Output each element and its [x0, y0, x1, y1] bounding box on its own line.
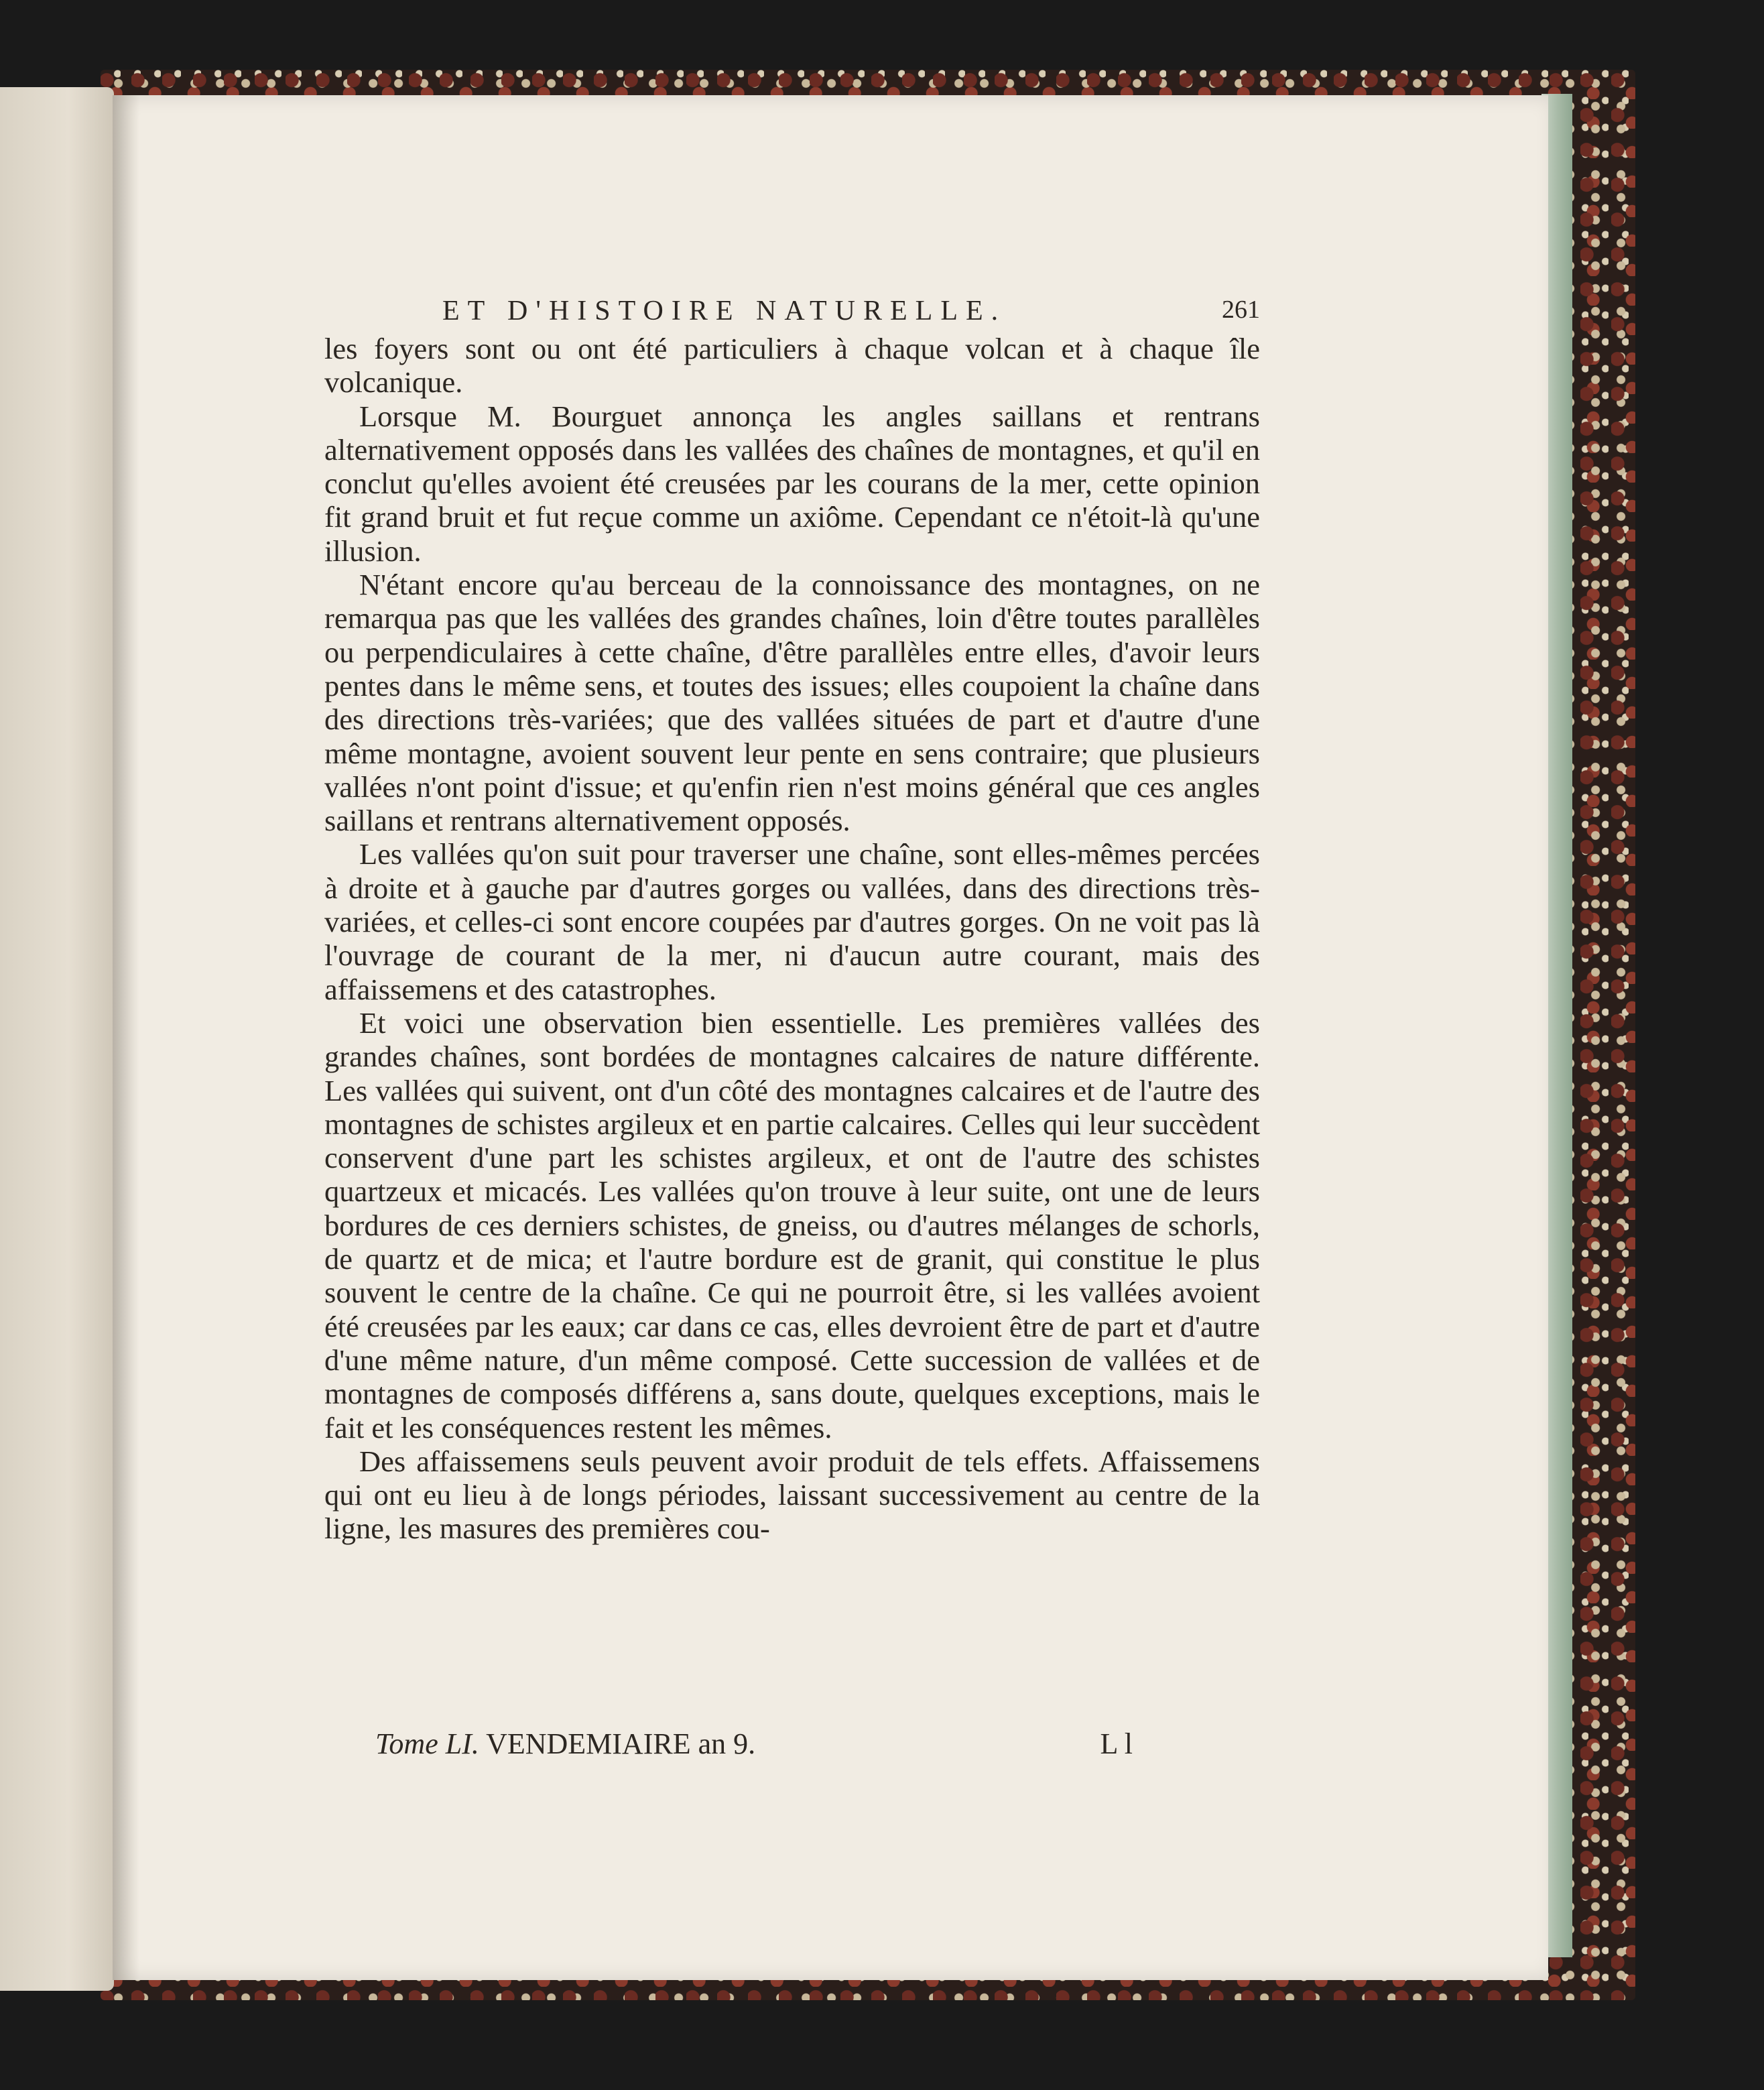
paragraph: N'étant encore qu'au berceau de la connoissance des montagnes, on ne remarqua pas que les vallées des grandes chaînes, loin d'être toutes parallèles ou perpendiculaires à cette chaîne, d'être parallèles entre elles, d'avoir leurs pentes dans le même sens, et toutes des issues; elles coupoient la chaîne dans des directions très-variées; que des vallées situées de part et d'autre d'une même montagne, avoient souvent leur pente en sens contraire; que plusieurs vallées n'ont point d'issue; et qu'enfin rien n'est moins général que ces angles saillans et rentrans alternativement opposés.: [324, 568, 1260, 838]
facing-page-edge: [0, 87, 114, 1991]
running-title: ET D'HISTOIRE NATURELLE.: [442, 296, 1007, 326]
paragraph: Les vallées qu'on suit pour traverser une chaîne, sont elles-mêmes percées à droite et à gauche par d'autres gorges ou vallées, dans des directions très-variées, et celles-ci sont encore coupées par d'autres gorges. On ne voit pas là l'ouvrage de courant de la mer, ni d'aucun autre courant, mais des affaissemens et des catastrophes.: [324, 837, 1260, 1006]
tome-label: Tome LI.: [375, 1727, 479, 1760]
body-text: [324, 332, 1260, 1546]
paragraph: les foyers sont ou ont été particuliers à chaque volcan et à chaque île volcanique.: [324, 332, 1260, 399]
paragraph: Des affaissemens seuls peuvent avoir produit de tels effets. Affaissemens qui ont eu lieu à de longs périodes, laissant successivement au centre de la ligne, les masures des premières cou-: [324, 1444, 1260, 1546]
signature-mark: L l: [1100, 1727, 1133, 1760]
paragraph: Lorsque M. Bourguet annonça les angles saillans et rentrans alternativement opposés dans les vallées des chaînes de montagnes, et qu'il en conclut qu'elles avoient été creusées par les courans de la mer, cette opinion fit grand bruit et fut reçue comme un axiôme. Cependant ce n'étoit-là qu'une illusion.: [324, 399, 1260, 568]
page-number: 261: [1222, 296, 1260, 324]
paragraph: Et voici une observation bien essentielle. Les premières vallées des grandes chaînes, sont bordées de montagnes calcaires de nature différente. Les vallées qui suivent, ont d'un côté des montagnes calcaires et de l'autre des montagnes de schistes argileux et en partie calcaires. Celles qui leur succèdent conservent d'une part les schistes argileux, et ont de l'autre des schistes quartzeux et micacés. Les vallées qu'on trouve à leur suite, ont une de leurs bordures de ces derniers schistes, de gneiss, ou d'autres mélanges de schorls, de quartz et de mica; et l'autre bordure est de granit, qui constitue le plus souvent le centre de la chaîne. Ce qui ne pourroit être, si les vallées avoient été creusées par les eaux; car dans ce cas, elles devroient être de part et d'autre d'une même nature, d'un même composé. Cette succession de vallées et de montagnes de composés différens a, sans doute, quelques exceptions, mais le fait et les conséquences restent les mêmes.: [324, 1005, 1260, 1444]
running-head: [442, 295, 1260, 335]
issue-label: VENDEMIAIRE an 9.: [486, 1727, 756, 1760]
page-footer: [375, 1727, 1133, 1767]
gutter-shadow: [113, 95, 139, 1980]
